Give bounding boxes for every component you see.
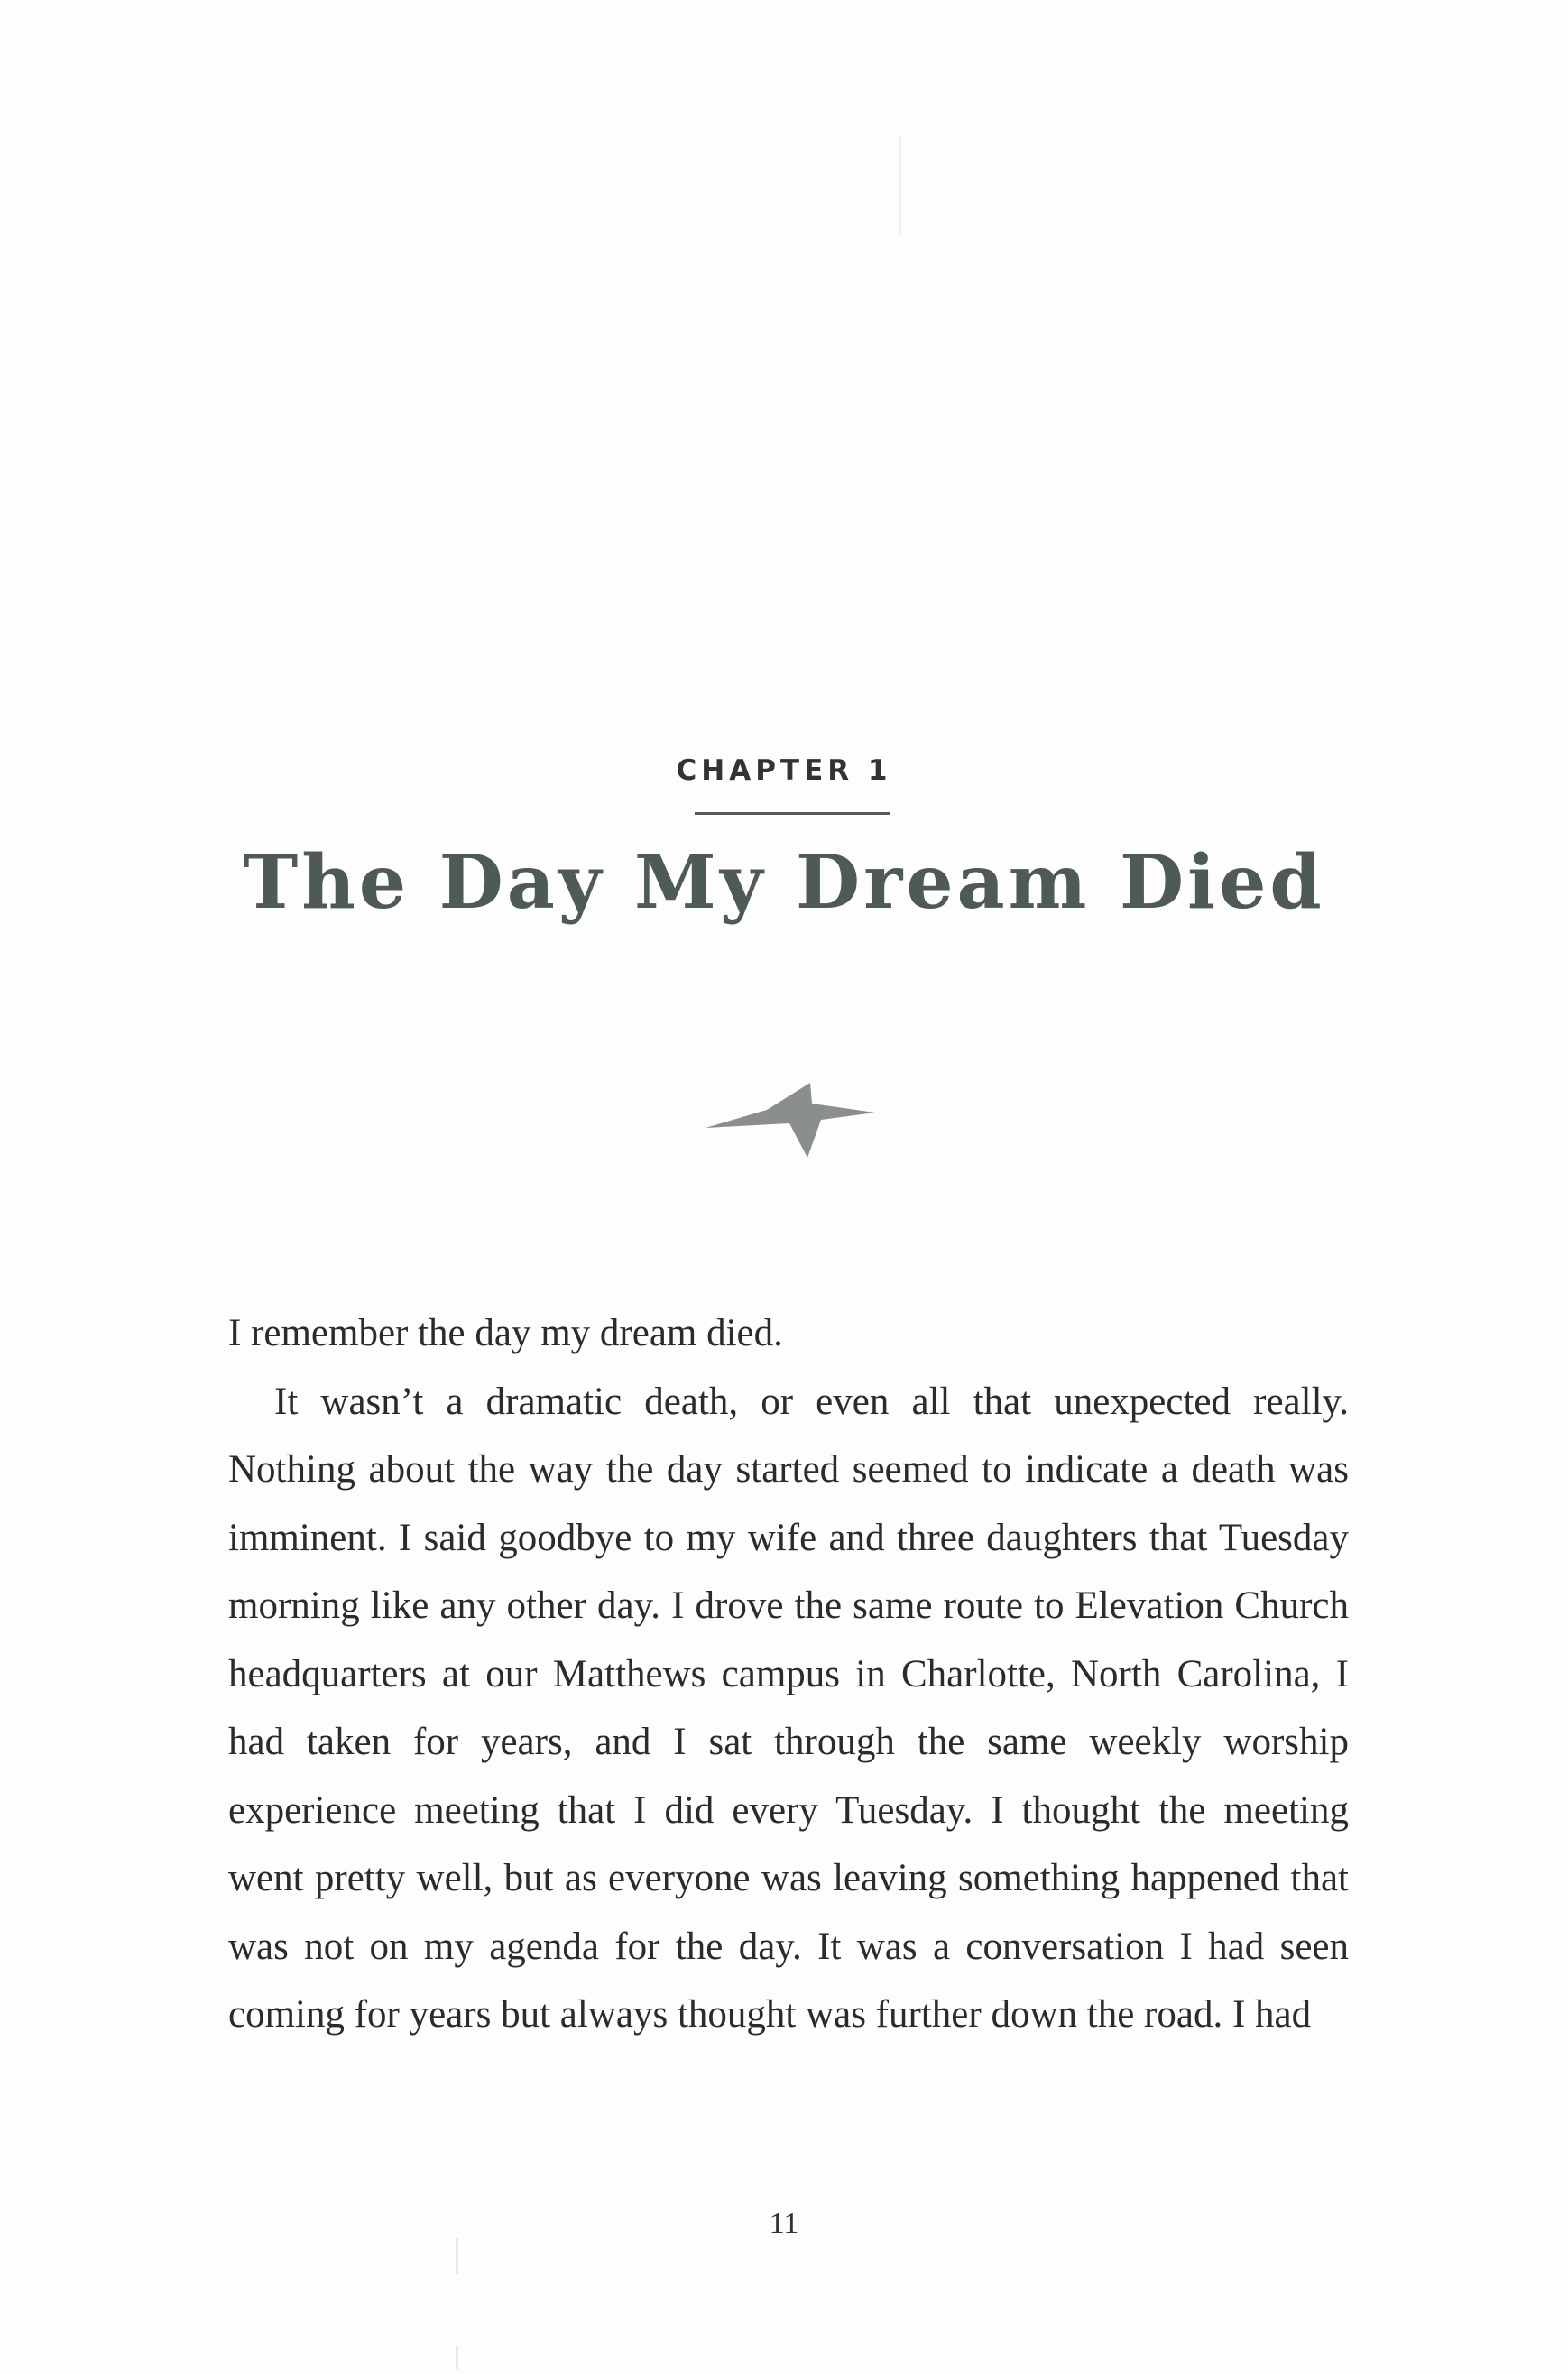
chapter-divider xyxy=(695,812,890,815)
chapter-label: CHAPTER 1 xyxy=(676,754,892,787)
scan-artifact xyxy=(899,135,901,235)
star-icon xyxy=(704,1078,880,1159)
scan-artifact xyxy=(456,2238,458,2274)
paragraph-2: It wasn’t a dramatic death, or even all that unexpected really. Nothing about the way the day started seemed to indicate a death was imminent. I said goodbye to my wife and three daughters that Tuesday morning like any other day. I drove the same route to Elevation Church headquarters at our Matthews campus in Charlotte, North Carolina, I had taken for years, and I sat through the same weekly worship experience meeting that I did every Tuesday. I thought the meeting went pretty well, but as everyone was leaving something happened that was not on my agenda for the day. It was a conversation I had seen coming for years but always thought was further down the road. I had xyxy=(228,1380,1349,2036)
chapter-title: The Day My Dream Died xyxy=(243,839,1325,926)
scan-artifact xyxy=(456,2346,458,2369)
chapter-body xyxy=(228,1299,1349,2049)
page-number: 11 xyxy=(769,2207,799,2240)
paragraph-1: I remember the day my dream died. xyxy=(228,1312,783,1354)
